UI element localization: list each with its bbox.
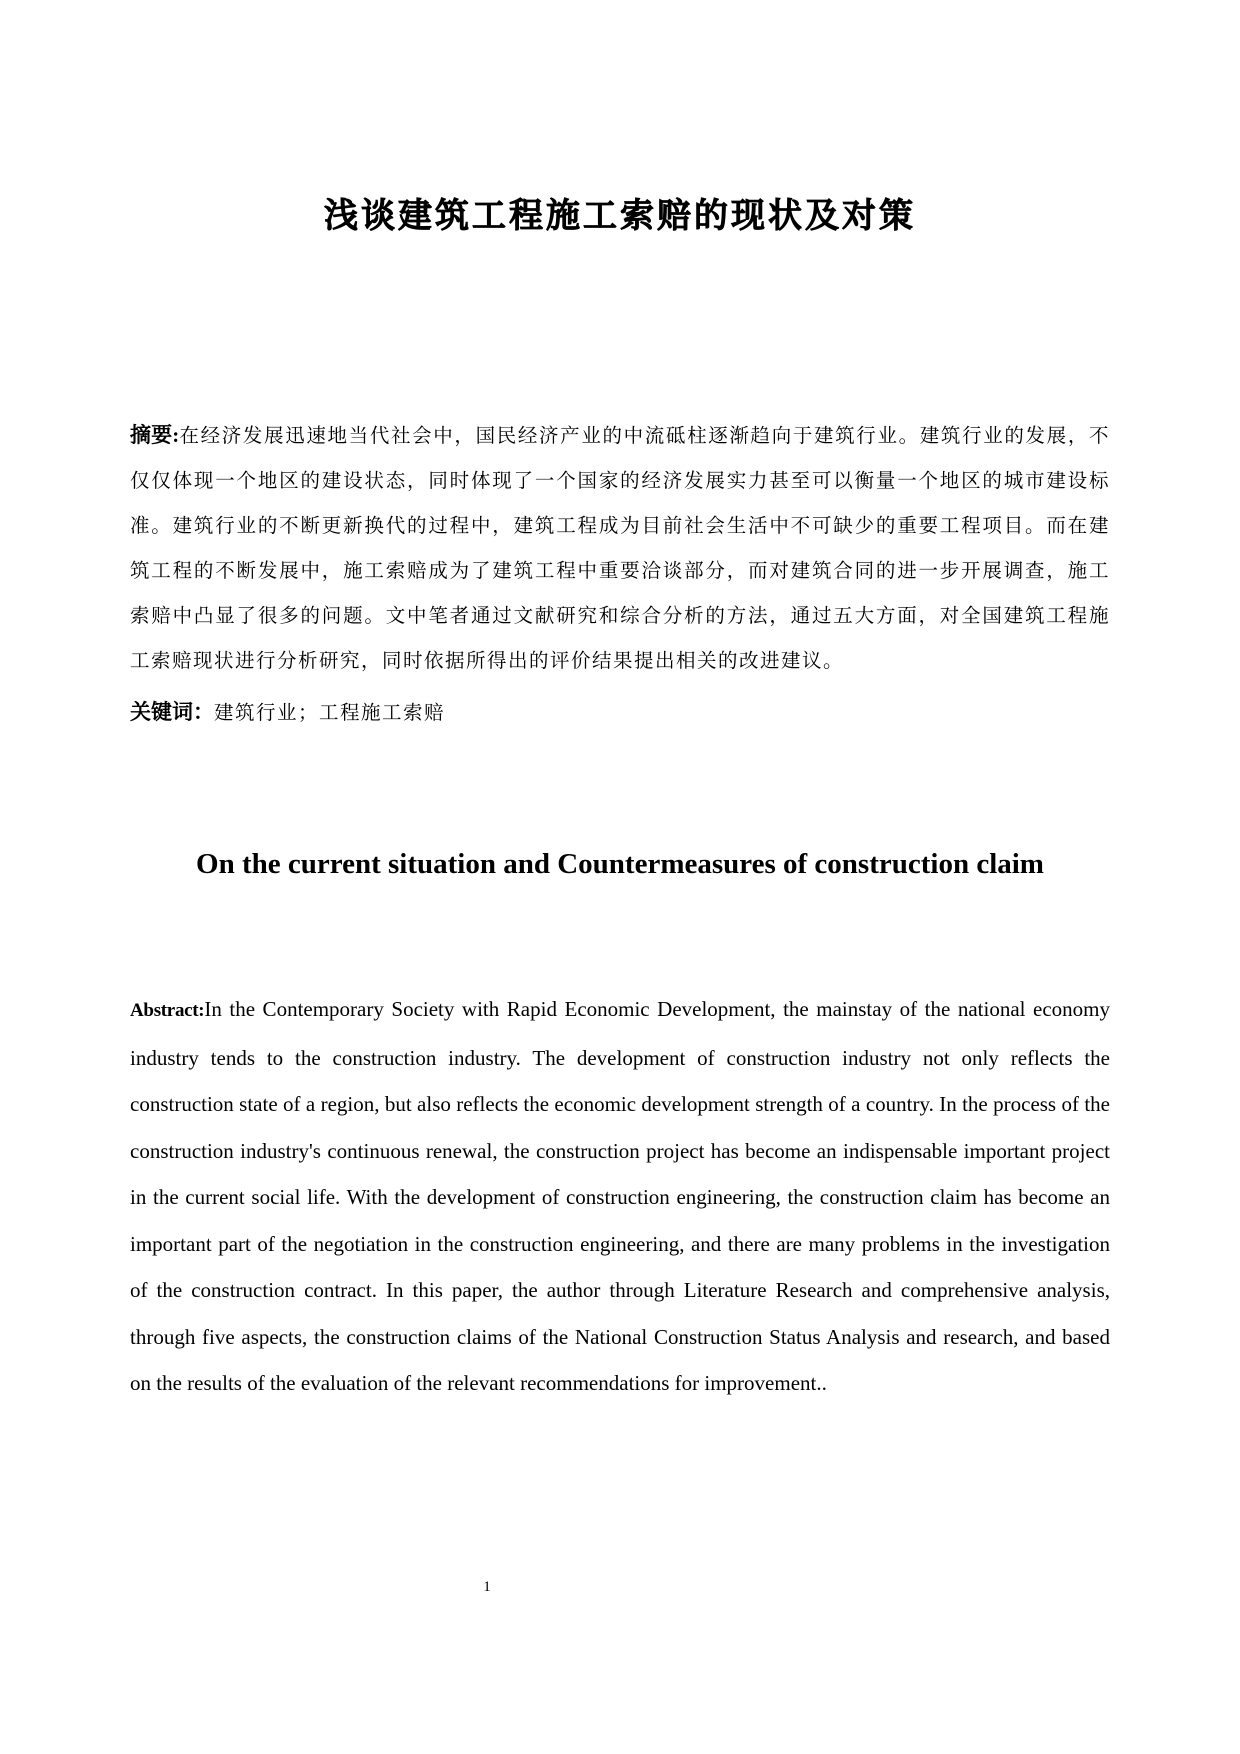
page-content — [130, 0, 1110, 1407]
chinese-abstract-text: 在经济发展迅速地当代社会中，国民经济产业的中流砥柱逐渐趋向于建筑行业。建筑行业的发展，不仅仅体现一个地区的建设状态，同时体现了一个国家的经济发展实力甚至可以衡量一个地区的城市建设标准。建筑行业的不断更新换代的过程中，建筑工程成为目前社会生活中不可缺少的重要工程项目。而在建筑工程的不断发展中，施工索赔成为了建筑工程中重要洽谈部分，而对建筑合同的进一步开展调查，施工索赔中凸显了很多的问题。文中笔者通过文献研究和综合分析的方法，通过五大方面，对全国建筑工程施工索赔现状进行分析研究，同时依据所得出的评价结果提出相关的改进建议。 — [130, 426, 1110, 672]
chinese-abstract-label: 摘要: — [130, 423, 180, 447]
chinese-keywords-text: 建筑行业；工程施工索赔 — [214, 703, 446, 724]
english-abstract-paragraph — [130, 986, 1110, 1407]
chinese-title: 浅谈建筑工程施工索赔的现状及对策 — [324, 197, 916, 235]
english-abstract-text: In the Contemporary Society with Rapid Economic Development, the mainstay of the national economy industry tends to the construction industry. The development of construction industry not only reflects the construction state of a region, but also reflects the economic development strength of a country. In the process of the construction industry's continuous renewal, the construction project has become an indispensable important project in the current social life. With the development of construction engineering, the construction claim has become an important part of the negotiation in the construction engineering, and there are many problems in the investigation of the construction contract. In this paper, the author through Literature Research and comprehensive analysis, through five aspects, the construction claims of the National Construction Status Analysis and research, and based on the results of the evaluation of the relevant recommendations for improvement.. — [130, 997, 1110, 1395]
chinese-keywords-label: 关键词： — [130, 700, 214, 724]
page-number: 1 — [483, 1579, 491, 1595]
english-abstract-label: Abstract: — [130, 1000, 205, 1021]
chinese-abstract-paragraph — [130, 413, 1110, 684]
chinese-keywords-line — [130, 690, 1110, 736]
english-title: On the current situation and Countermeasures of construction claim — [196, 848, 1044, 880]
